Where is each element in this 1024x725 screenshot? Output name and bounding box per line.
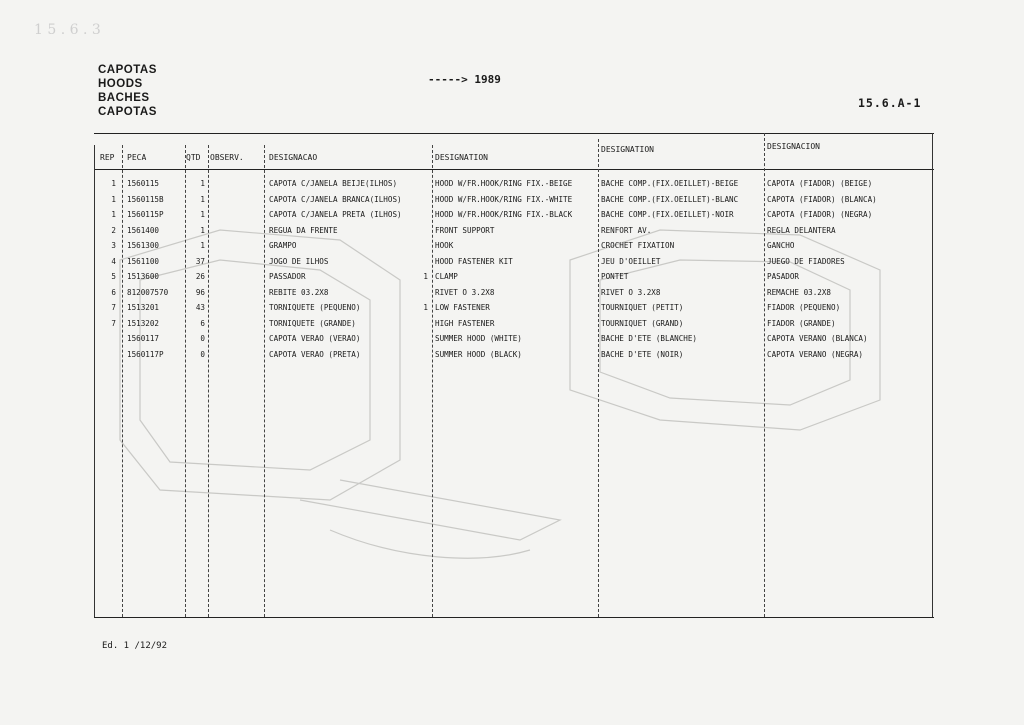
cell-rep: 6 <box>111 287 116 297</box>
cell-designacion: CAPOTA VERANO (BLANCA) <box>767 334 868 343</box>
table-top-border <box>94 133 934 134</box>
parts-table <box>94 133 934 617</box>
cell-designation-en: HOOD FASTENER KIT <box>435 256 513 266</box>
table-row <box>94 332 934 346</box>
cell-designacion: CAPOTA (FIADOR) (NEGRA) <box>767 210 873 219</box>
cell-peca: 1561300 <box>127 241 160 250</box>
header-designation-fr: DESIGNATION <box>601 145 654 154</box>
cell-designation-fr: RIVET O 3.2X8 <box>601 287 661 297</box>
cell-qtd: 1 <box>200 194 205 204</box>
header-qtd: QTD <box>186 153 201 162</box>
table-row <box>94 286 934 300</box>
cell-obs: 1 <box>423 272 428 281</box>
cell-designacao: GRAMPO <box>269 241 297 250</box>
cell-designation-en: HOOK <box>435 241 454 250</box>
table-row <box>94 224 934 238</box>
cell-rep: 1 <box>111 210 116 219</box>
cell-peca: 1560117 <box>127 334 160 343</box>
cell-peca: 1513202 <box>127 318 160 328</box>
cell-qtd: 1 <box>200 179 205 188</box>
cell-designacion: REMACHE 03.2X8 <box>767 287 832 297</box>
cell-designation-en: HOOD W/FR.HOOK/RING FIX.-BLACK <box>435 210 573 219</box>
edition-label: Ed. 1 /12/92 <box>102 641 168 651</box>
cell-designacion: REGLA DELANTERA <box>767 225 836 235</box>
cell-qtd: 1 <box>200 225 205 235</box>
cell-qtd: 1 <box>200 241 205 250</box>
cell-designation-en: LOW FASTENER <box>435 303 490 312</box>
cell-designacao: CAPOTA C/JANELA BRANCA(ILHOS) <box>269 194 402 204</box>
header-peca: PECA <box>127 153 147 162</box>
cell-designacao: REGUA DA FRENTE <box>269 225 338 235</box>
cell-designation-en: SUMMER HOOD (WHITE) <box>435 334 522 343</box>
title-es: CAPOTAS <box>98 106 157 118</box>
cell-qtd: 0 <box>200 334 205 343</box>
table-row <box>94 301 934 315</box>
cell-designacao: CAPOTA C/JANELA PRETA (ILHOS) <box>269 210 402 219</box>
cell-designacion: FIADOR (PEQUENO) <box>767 303 841 312</box>
cell-designation-fr: BACHE COMP.(FIX.OEILLET)-BEIGE <box>601 179 739 188</box>
title-block <box>98 63 157 119</box>
title-pt: CAPOTAS <box>98 64 157 76</box>
cell-designation-fr: BACHE D'ETE (BLANCHE) <box>601 334 698 343</box>
cell-designation-en: FRONT SUPPORT <box>435 225 495 235</box>
cell-designacion: CAPOTA (FIADOR) (BLANCA) <box>767 194 877 204</box>
cell-designation-fr: PONTET <box>601 272 629 281</box>
cell-designacao: TORNIQUETE (GRANDE) <box>269 318 356 328</box>
cell-designacao: CAPOTA VERAO (PRETA) <box>269 349 361 359</box>
cell-rep: 3 <box>111 241 116 250</box>
cell-rep: 7 <box>111 303 116 312</box>
cell-designacion: FIADOR (GRANDE) <box>767 318 836 328</box>
cell-designacao: REBITE 03.2X8 <box>269 287 329 297</box>
cell-designacion: JUEGO DE FIADORES <box>767 256 845 266</box>
table-row <box>94 177 934 191</box>
cell-designacao: JOGO DE ILHOS <box>269 256 329 266</box>
page-reference: 15.6.A-1 <box>858 96 922 110</box>
cell-peca: 1560115B <box>127 194 164 204</box>
cell-designacion: GANCHO <box>767 241 795 250</box>
cell-designacion: CAPOTA (FIADOR) (BEIGE) <box>767 179 873 188</box>
cell-rep: 7 <box>111 318 116 328</box>
header-designation-en: DESIGNATION <box>435 153 488 162</box>
corner-stamp-mark: 1 5 . 6 . 3 <box>34 22 101 38</box>
cell-rep: 2 <box>111 225 116 235</box>
cell-rep: 4 <box>111 256 116 266</box>
cell-designation-en: HOOD W/FR.HOOK/RING FIX.-BEIGE <box>435 179 573 188</box>
cell-designation-en: SUMMER HOOD (BLACK) <box>435 349 522 359</box>
cell-peca: 1513201 <box>127 303 160 312</box>
cell-peca: 1561100 <box>127 256 160 266</box>
table-row <box>94 208 934 222</box>
cell-designacao: CAPOTA VERAO (VERAO) <box>269 334 361 343</box>
cell-designacao: PASSADOR <box>269 272 306 281</box>
table-row <box>94 317 934 331</box>
cell-qtd: 0 <box>200 349 205 359</box>
table-row <box>94 270 934 284</box>
cell-designation-en: RIVET O 3.2X8 <box>435 287 495 297</box>
cell-designation-fr: TOURNIQUET (PETIT) <box>601 303 684 312</box>
cell-rep: 1 <box>111 179 116 188</box>
cell-designation-en: HOOD W/FR.HOOK/RING FIX.-WHITE <box>435 194 573 204</box>
year-label: -----> 1989 <box>428 73 501 86</box>
cell-peca: 1513600 <box>127 272 160 281</box>
cell-designation-fr: TOURNIQUET (GRAND) <box>601 318 684 328</box>
table-bottom-border <box>94 617 934 618</box>
cell-qtd: 26 <box>195 272 205 281</box>
cell-peca: 1560115 <box>127 179 160 188</box>
cell-designacion: PASADOR <box>767 272 800 281</box>
cell-designation-fr: RENFORT AV. <box>601 225 652 235</box>
cell-designacao: CAPOTA C/JANELA BEIJE(ILHOS) <box>269 179 398 188</box>
title-fr: BACHES <box>98 92 150 104</box>
cell-peca: 1561400 <box>127 225 160 235</box>
table-row <box>94 239 934 253</box>
title-en: HOODS <box>98 78 143 90</box>
cell-designacao: TORNIQUETE (PEQUENO) <box>269 303 361 312</box>
cell-rep: 5 <box>111 272 116 281</box>
table-row <box>94 193 934 207</box>
cell-rep: 1 <box>111 194 116 204</box>
cell-obs: 1 <box>423 303 428 312</box>
cell-qtd: 43 <box>195 303 205 312</box>
cell-designation-fr: JEU D'OEILLET <box>601 256 661 266</box>
cell-peca: 1560115P <box>127 210 164 219</box>
table-row <box>94 255 934 269</box>
cell-designacion: CAPOTA VERANO (NEGRA) <box>767 349 864 359</box>
cell-designation-fr: CROCHET FIXATION <box>601 241 675 250</box>
cell-qtd: 6 <box>200 318 205 328</box>
cell-designation-fr: BACHE COMP.(FIX.OEILLET)-NOIR <box>601 210 734 219</box>
cell-peca: 1560117P <box>127 349 164 359</box>
cell-qtd: 96 <box>195 287 205 297</box>
header-designacion: DESIGNACION <box>767 142 820 151</box>
cell-designation-fr: BACHE D'ETE (NOIR) <box>601 349 684 359</box>
cell-peca: 812007570 <box>127 287 169 297</box>
cell-designation-en: HIGH FASTENER <box>435 318 495 328</box>
table-row <box>94 348 934 362</box>
header-rep: REP <box>100 153 115 162</box>
cell-designation-en: CLAMP <box>435 272 458 281</box>
header-designacao: DESIGNACAO <box>269 153 318 162</box>
table-header-divider <box>94 169 934 170</box>
cell-qtd: 37 <box>195 256 205 266</box>
header-observ: OBSERV. <box>210 153 244 162</box>
cell-qtd: 1 <box>200 210 205 219</box>
cell-designation-fr: BACHE COMP.(FIX.OEILLET)-BLANC <box>601 194 739 204</box>
